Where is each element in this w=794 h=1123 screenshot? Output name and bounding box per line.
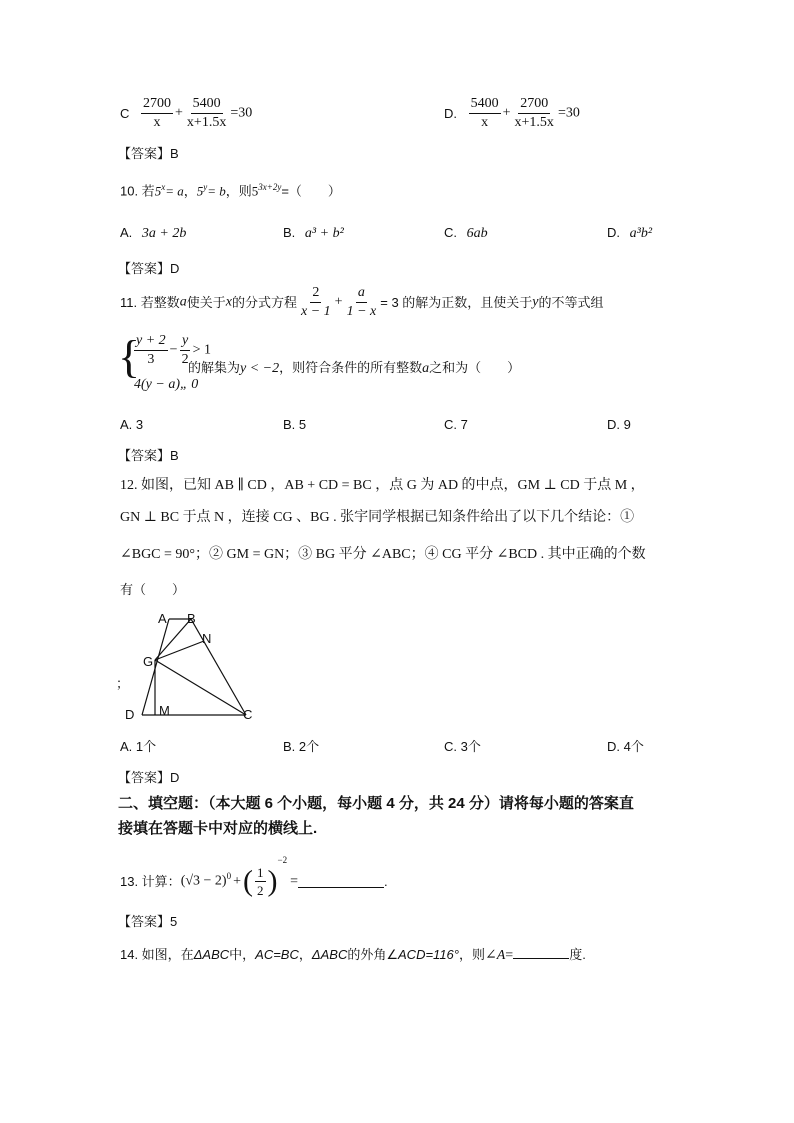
q9-d-f2-den: x+1.5x <box>514 115 554 130</box>
q14-equals: = <box>505 948 514 963</box>
q11-condition: y < −2 <box>240 361 280 376</box>
q11-var-a-2: a <box>422 361 430 376</box>
answer-value: B <box>170 146 179 161</box>
q11-f2-den: 1 − x <box>346 304 377 319</box>
q9-c-f1-num: 2700 <box>141 97 173 114</box>
q12-figure-semicolon: ； <box>116 676 130 691</box>
section-2-heading-line-2: 接填在答题卡中对应的横线上. <box>118 820 318 837</box>
q10-option-b <box>283 226 344 241</box>
q14-end: 度. <box>569 947 586 962</box>
q11-var-x: x <box>225 294 232 310</box>
q11-sys-gt: > 1 <box>192 342 211 358</box>
q9-option-d-label: D. <box>444 106 457 121</box>
q11-f2-num: a <box>356 286 367 303</box>
q13-exponent-neg2: −2 <box>277 855 288 865</box>
q11-text-f: 的解集为 <box>188 360 241 375</box>
q11-sys-f2-den: 2 <box>181 352 189 367</box>
q14-text-a: 14. 如图，在 <box>120 947 194 962</box>
q9-c-f1-den: x <box>153 115 161 130</box>
q13-end: . <box>383 874 388 890</box>
q13-frac-den: 2 <box>257 883 264 899</box>
q14-triangle-2: ΔABC <box>311 947 348 962</box>
q13-equals: = <box>290 873 298 889</box>
q11-option-d: D. 9 <box>607 417 631 432</box>
q11-fraction-2 <box>345 286 379 319</box>
q10-option-c-label: C. <box>444 225 457 240</box>
q14-triangle-1: ΔABC <box>193 947 230 962</box>
q11-var-a: a <box>179 294 187 310</box>
q11-stem-line-2 <box>188 361 520 376</box>
q9-d-f1-num: 5400 <box>469 97 501 114</box>
q13-plus: + <box>233 873 241 889</box>
q10-option-a-text: 3a + 2b <box>141 226 187 241</box>
q9-d-f1-den: x <box>481 115 489 130</box>
q12-answer <box>118 771 179 784</box>
q10-eq3-exp: 3x+2y <box>258 182 282 192</box>
q12-stem-line-1: 12. 如图，已知 AB ∥ CD ，AB + CD = BC ，点 G 为 AD 的中点，GM ⊥ CD 于点 M ， <box>120 478 645 493</box>
q10-option-b-text: a³ + b² <box>304 226 344 241</box>
label-a: A <box>158 611 167 626</box>
q9-d-rhs: =30 <box>557 105 580 121</box>
q10-option-d-text: a³b² <box>629 226 653 241</box>
q13-fraction <box>255 866 266 897</box>
q11-sys-f1-den: 3 <box>147 352 155 367</box>
q11-sys-f2-num: y <box>180 334 190 351</box>
q10-option-c <box>444 226 488 241</box>
q11-answer <box>118 449 179 462</box>
q11-text-e: 的不等式组 <box>538 295 604 310</box>
q9-option-c-label: C <box>120 106 130 121</box>
label-g: G <box>143 654 154 669</box>
q14-condition: AC=BC <box>255 947 299 962</box>
q12-option-c: C. 3个 <box>444 739 481 754</box>
answer-value: 5 <box>170 914 178 929</box>
q12-stem-line-4: 有（ ） <box>120 582 186 597</box>
q9-c-rhs: =30 <box>230 105 253 121</box>
answer-value: D <box>170 770 180 785</box>
q10-option-a-label: A. <box>120 225 133 240</box>
answer-label: 【答案】 <box>118 146 171 161</box>
q10-eq3-base: 5 <box>251 183 259 199</box>
q14-answer-blank[interactable] <box>513 946 569 959</box>
q10-answer <box>118 262 179 275</box>
q13-left-paren: ( <box>243 864 253 898</box>
q13-answer-blank[interactable] <box>298 875 384 888</box>
label-m: M <box>159 703 170 718</box>
q9-answer <box>118 147 179 160</box>
q11-option-c: C. 7 <box>444 417 468 432</box>
q12-option-d: D. 4个 <box>607 739 644 754</box>
q11-f1-num: 2 <box>310 286 321 303</box>
q10-mid: ，则 <box>225 183 252 199</box>
q11-option-a: A. 3 <box>120 417 144 432</box>
q12-option-b: B. 2个 <box>283 739 320 754</box>
q9-d-f2-num: 2700 <box>518 97 550 114</box>
q14-text-e: ，则 <box>458 947 485 962</box>
q13-right-paren: ) <box>267 864 278 898</box>
q10-eq1-exp: x <box>161 182 166 192</box>
q10-eq2-exp: y <box>203 182 208 192</box>
q11-stem-line-1 <box>120 286 604 319</box>
q11-text-b: 使关于 <box>186 295 226 310</box>
q10-stem <box>120 183 341 197</box>
q11-var-y: y <box>532 294 539 310</box>
q14-exterior-angle: ∠ACD=116° <box>386 947 459 962</box>
q10-option-d-label: D. <box>607 225 620 240</box>
q13-expression: (√3 − 2) <box>180 873 227 889</box>
q14-text-c: ， <box>298 947 312 962</box>
q9-option-d <box>444 97 580 130</box>
answer-value: D <box>170 261 180 276</box>
q10-option-a <box>120 226 186 241</box>
q9-c-fraction-2 <box>185 97 228 130</box>
q10-eq2-rest: = b <box>207 183 226 199</box>
q12-stem-line-2: GN ⊥ BC 于点 N ，连接 CG 、BG . 张宇同学根据已知条件给出了以下几个结论：① <box>120 510 635 525</box>
q10-sep: ， <box>183 183 197 199</box>
q12-figure <box>122 609 272 724</box>
answer-label: 【答案】 <box>118 914 171 929</box>
q14-stem <box>120 946 586 963</box>
q12-option-a: A. 1个 <box>120 739 157 754</box>
q11-text-c: 的分式方程 <box>231 295 297 310</box>
q11-plus: + <box>334 294 343 310</box>
q10-option-b-label: B. <box>283 225 296 240</box>
q11-text-g: ，则符合条件的所有整数 <box>279 360 423 375</box>
q14-text-d: 的外角 <box>347 947 387 962</box>
q11-system-row-2: 4(y − a)„ 0 <box>134 377 199 392</box>
left-brace: { <box>118 331 141 382</box>
q11-f1-den: x − 1 <box>300 304 331 319</box>
q10-eq3-rest: =（ ） <box>281 183 341 199</box>
label-c: C <box>243 707 253 722</box>
q13-prefix: 13. 计算： <box>120 874 181 890</box>
q10-eq1-base: 5 <box>154 183 162 199</box>
q9-c-f2-num: 5400 <box>191 97 223 114</box>
q9-d-fraction-1 <box>469 97 501 130</box>
q11-option-b: B. 5 <box>283 417 307 432</box>
q10-prefix: 10. 若 <box>120 183 155 199</box>
q14-angle-a: ∠A <box>485 948 506 963</box>
q11-text-a: 11. 若整数 <box>120 295 180 310</box>
q10-option-d <box>607 226 652 241</box>
q11-sys-f1-num: y + 2 <box>134 334 168 351</box>
segment-bc <box>191 619 246 715</box>
q13-frac-num: 1 <box>257 865 264 881</box>
q10-eq1-rest: = a <box>165 183 184 199</box>
q12-stem-line-3: ∠BGC = 90°；② GM = GN；③ BG 平分 ∠ABC；④ CG 平分 ∠BCD . 其中正确的个数 <box>120 547 646 562</box>
q13-stem <box>120 856 388 897</box>
q11-sys-minus: − <box>169 342 178 358</box>
q9-d-fraction-2 <box>513 97 556 130</box>
q9-d-plus: + <box>502 105 511 121</box>
q10-option-c-text: 6ab <box>466 226 488 241</box>
answer-value: B <box>170 448 179 463</box>
q11-sys-fraction-1 <box>134 334 168 367</box>
q9-c-fraction-1 <box>141 97 173 130</box>
q13-exponent-0: 0 <box>226 871 232 881</box>
section-2-heading-line-1: 二、填空题：（本大题 6 个小题，每小题 4 分，共 24 分）请将每小题的答案直 <box>118 795 634 812</box>
label-d: D <box>125 707 135 722</box>
answer-label: 【答案】 <box>118 261 171 276</box>
q9-option-c <box>120 97 252 130</box>
q10-eq2-base: 5 <box>196 183 204 199</box>
q14-text-b: 中， <box>229 947 256 962</box>
answer-label: 【答案】 <box>118 770 171 785</box>
label-b: B <box>187 611 196 626</box>
q11-text-h: 之和为（ ） <box>429 360 521 375</box>
q11-fraction-1 <box>299 286 333 319</box>
answer-label: 【答案】 <box>118 448 171 463</box>
label-n: N <box>202 631 212 646</box>
q9-c-f2-den: x+1.5x <box>186 115 227 130</box>
q13-answer <box>118 915 177 928</box>
q9-c-plus: + <box>175 105 183 121</box>
q11-text-d: = 3 的解为正数，且使关于 <box>380 295 533 310</box>
